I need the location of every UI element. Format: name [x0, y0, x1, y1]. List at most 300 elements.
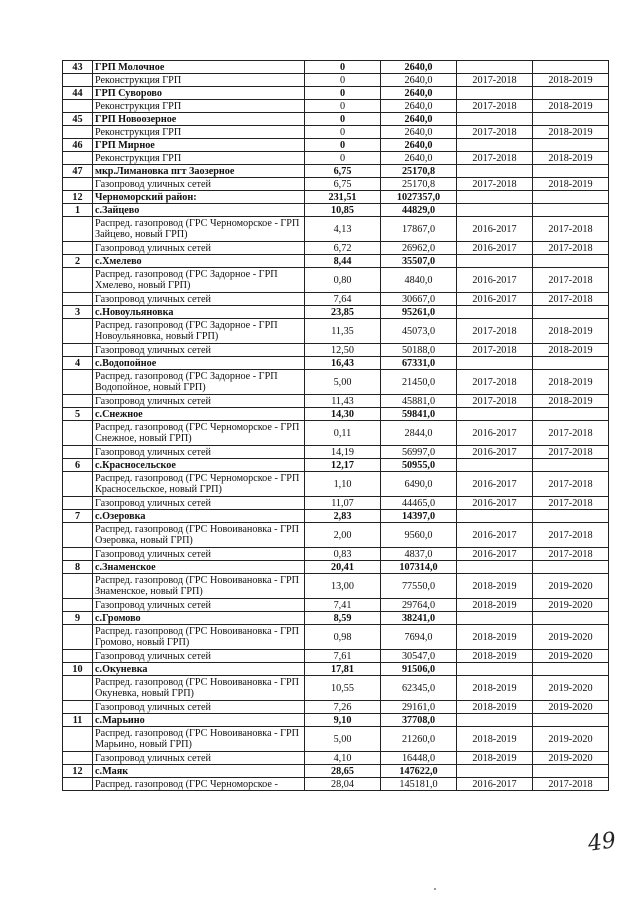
length-cell: 28,65 — [305, 765, 381, 778]
table-row — [63, 319, 609, 344]
period-start-cell: 2017-2018 — [457, 344, 533, 357]
length-cell: 0,98 — [305, 625, 381, 650]
cost-cell: 16448,0 — [381, 752, 457, 765]
name-cell: с.Марьино — [93, 714, 305, 727]
name-cell: Реконструкция ГРП — [93, 100, 305, 113]
table-row — [63, 472, 609, 497]
period-end-cell — [533, 113, 609, 126]
name-cell: Газопровод уличных сетей — [93, 497, 305, 510]
period-start-cell: 2016-2017 — [457, 497, 533, 510]
cost-cell: 45881,0 — [381, 395, 457, 408]
cost-cell: 4840,0 — [381, 268, 457, 293]
cost-cell: 30547,0 — [381, 650, 457, 663]
table-row — [63, 268, 609, 293]
length-cell: 8,44 — [305, 255, 381, 268]
period-start-cell — [457, 255, 533, 268]
cost-cell: 50955,0 — [381, 459, 457, 472]
name-cell: Распред. газопровод (ГРС Задорное - ГРП Хмелево, новый ГРП) — [93, 268, 305, 293]
period-end-cell: 2017-2018 — [533, 446, 609, 459]
cost-cell: 26962,0 — [381, 242, 457, 255]
period-end-cell: 2017-2018 — [533, 268, 609, 293]
row-number-cell — [63, 446, 93, 459]
cost-cell: 21260,0 — [381, 727, 457, 752]
cost-cell: 44465,0 — [381, 497, 457, 510]
period-start-cell — [457, 612, 533, 625]
cost-cell: 7694,0 — [381, 625, 457, 650]
row-number-cell: 5 — [63, 408, 93, 421]
row-number-cell: 3 — [63, 306, 93, 319]
name-cell: Распред. газопровод (ГРС Новоивановка - ГРП Марьино, новый ГРП) — [93, 727, 305, 752]
period-start-cell: 2017-2018 — [457, 152, 533, 165]
period-start-cell — [457, 459, 533, 472]
period-end-cell — [533, 714, 609, 727]
period-start-cell: 2017-2018 — [457, 395, 533, 408]
period-end-cell: 2017-2018 — [533, 523, 609, 548]
period-start-cell — [457, 408, 533, 421]
period-end-cell — [533, 165, 609, 178]
period-start-cell: 2016-2017 — [457, 293, 533, 306]
period-end-cell — [533, 663, 609, 676]
table-row-group — [63, 357, 609, 370]
name-cell: Распред. газопровод (ГРС Черноморское - ГРП Красносельское, новый ГРП) — [93, 472, 305, 497]
period-start-cell: 2018-2019 — [457, 727, 533, 752]
length-cell: 2,83 — [305, 510, 381, 523]
row-number-cell — [63, 217, 93, 242]
cost-cell: 17867,0 — [381, 217, 457, 242]
row-number-cell: 4 — [63, 357, 93, 370]
period-start-cell — [457, 87, 533, 100]
row-number-cell: 9 — [63, 612, 93, 625]
period-end-cell — [533, 561, 609, 574]
period-end-cell: 2017-2018 — [533, 497, 609, 510]
length-cell: 6,75 — [305, 178, 381, 191]
cost-cell: 25170,8 — [381, 165, 457, 178]
length-cell: 4,13 — [305, 217, 381, 242]
period-end-cell: 2019-2020 — [533, 650, 609, 663]
table-row — [63, 676, 609, 701]
period-end-cell — [533, 459, 609, 472]
period-start-cell: 2018-2019 — [457, 650, 533, 663]
cost-cell: 56997,0 — [381, 446, 457, 459]
length-cell: 14,19 — [305, 446, 381, 459]
period-end-cell: 2019-2020 — [533, 625, 609, 650]
period-start-cell: 2018-2019 — [457, 574, 533, 599]
row-number-cell: 10 — [63, 663, 93, 676]
name-cell: Газопровод уличных сетей — [93, 344, 305, 357]
cost-cell: 30667,0 — [381, 293, 457, 306]
table-row-group — [63, 612, 609, 625]
period-end-cell: 2017-2018 — [533, 217, 609, 242]
row-number-cell — [63, 242, 93, 255]
cost-cell: 38241,0 — [381, 612, 457, 625]
name-cell: Распред. газопровод (ГРС Новоивановка - ГРП Окуневка, новый ГРП) — [93, 676, 305, 701]
period-end-cell: 2019-2020 — [533, 727, 609, 752]
name-cell: Распред. газопровод (ГРС Задорное - ГРП Водопойное, новый ГРП) — [93, 370, 305, 395]
row-number-cell — [63, 574, 93, 599]
row-number-cell: 6 — [63, 459, 93, 472]
row-number-cell — [63, 178, 93, 191]
period-start-cell — [457, 191, 533, 204]
table-row — [63, 446, 609, 459]
length-cell: 0,11 — [305, 421, 381, 446]
length-cell: 7,26 — [305, 701, 381, 714]
name-cell: Газопровод уличных сетей — [93, 701, 305, 714]
length-cell: 6,75 — [305, 165, 381, 178]
cost-cell: 77550,0 — [381, 574, 457, 599]
cost-cell: 45073,0 — [381, 319, 457, 344]
row-number-cell — [63, 650, 93, 663]
table-row-group — [63, 87, 609, 100]
cost-cell: 91506,0 — [381, 663, 457, 676]
period-end-cell — [533, 765, 609, 778]
name-cell: с.Маяк — [93, 765, 305, 778]
row-number-cell — [63, 752, 93, 765]
length-cell: 16,43 — [305, 357, 381, 370]
row-number-cell: 44 — [63, 87, 93, 100]
table-row-group — [63, 139, 609, 152]
name-cell: с.Новоульяновка — [93, 306, 305, 319]
length-cell: 10,55 — [305, 676, 381, 701]
period-end-cell: 2019-2020 — [533, 752, 609, 765]
row-number-cell: 47 — [63, 165, 93, 178]
length-cell: 13,00 — [305, 574, 381, 599]
period-start-cell: 2017-2018 — [457, 126, 533, 139]
period-end-cell — [533, 612, 609, 625]
period-start-cell: 2017-2018 — [457, 74, 533, 87]
period-start-cell — [457, 61, 533, 74]
name-cell: Распред. газопровод (ГРС Новоивановка - ГРП Озеровка, новый ГРП) — [93, 523, 305, 548]
length-cell: 11,43 — [305, 395, 381, 408]
period-end-cell — [533, 204, 609, 217]
row-number-cell — [63, 778, 93, 791]
period-start-cell: 2016-2017 — [457, 446, 533, 459]
row-number-cell: 8 — [63, 561, 93, 574]
cost-cell: 2640,0 — [381, 113, 457, 126]
period-end-cell: 2018-2019 — [533, 152, 609, 165]
length-cell: 10,85 — [305, 204, 381, 217]
length-cell: 0 — [305, 139, 381, 152]
period-end-cell: 2018-2019 — [533, 319, 609, 344]
period-start-cell: 2016-2017 — [457, 217, 533, 242]
row-number-cell: 2 — [63, 255, 93, 268]
period-end-cell — [533, 510, 609, 523]
name-cell: Реконструкция ГРП — [93, 74, 305, 87]
name-cell: с.Окуневка — [93, 663, 305, 676]
table-row — [63, 548, 609, 561]
period-start-cell: 2018-2019 — [457, 676, 533, 701]
table-row-group — [63, 306, 609, 319]
row-number-cell — [63, 497, 93, 510]
cost-cell: 147622,0 — [381, 765, 457, 778]
row-number-cell — [63, 152, 93, 165]
period-end-cell: 2018-2019 — [533, 370, 609, 395]
page-number: 49 — [586, 828, 618, 857]
period-start-cell: 2016-2017 — [457, 421, 533, 446]
length-cell: 7,61 — [305, 650, 381, 663]
cost-cell: 29764,0 — [381, 599, 457, 612]
period-end-cell: 2018-2019 — [533, 178, 609, 191]
row-number-cell — [63, 727, 93, 752]
period-start-cell — [457, 510, 533, 523]
period-start-cell: 2016-2017 — [457, 778, 533, 791]
cost-cell: 2640,0 — [381, 100, 457, 113]
table-row — [63, 625, 609, 650]
name-cell: с.Хмелево — [93, 255, 305, 268]
table-row — [63, 778, 609, 791]
table-row — [63, 395, 609, 408]
length-cell: 9,10 — [305, 714, 381, 727]
table-row-group — [63, 113, 609, 126]
length-cell: 12,50 — [305, 344, 381, 357]
length-cell: 0 — [305, 61, 381, 74]
length-cell: 0 — [305, 113, 381, 126]
period-start-cell: 2018-2019 — [457, 599, 533, 612]
name-cell: Распред. газопровод (ГРС Черноморское - ГРП Снежное, новый ГРП) — [93, 421, 305, 446]
length-cell: 23,85 — [305, 306, 381, 319]
length-cell: 1,10 — [305, 472, 381, 497]
table-row — [63, 370, 609, 395]
row-number-cell — [63, 319, 93, 344]
cost-cell: 67331,0 — [381, 357, 457, 370]
length-cell: 0 — [305, 74, 381, 87]
period-start-cell: 2017-2018 — [457, 100, 533, 113]
table-row — [63, 727, 609, 752]
length-cell: 12,17 — [305, 459, 381, 472]
period-start-cell: 2017-2018 — [457, 370, 533, 395]
period-start-cell — [457, 765, 533, 778]
period-end-cell: 2018-2019 — [533, 74, 609, 87]
name-cell: Газопровод уличных сетей — [93, 395, 305, 408]
row-number-cell — [63, 268, 93, 293]
period-end-cell: 2018-2019 — [533, 126, 609, 139]
table-row-group — [63, 459, 609, 472]
cost-cell: 1027357,0 — [381, 191, 457, 204]
cost-cell: 44829,0 — [381, 204, 457, 217]
name-cell: с.Водопойное — [93, 357, 305, 370]
cost-cell: 21450,0 — [381, 370, 457, 395]
table-row-group — [63, 61, 609, 74]
row-number-cell — [63, 370, 93, 395]
cost-cell: 37708,0 — [381, 714, 457, 727]
table-row-group — [63, 510, 609, 523]
period-end-cell: 2017-2018 — [533, 778, 609, 791]
table-row — [63, 242, 609, 255]
period-start-cell — [457, 139, 533, 152]
name-cell: Газопровод уличных сетей — [93, 178, 305, 191]
period-end-cell: 2019-2020 — [533, 599, 609, 612]
period-start-cell: 2018-2019 — [457, 752, 533, 765]
period-end-cell: 2019-2020 — [533, 676, 609, 701]
period-start-cell — [457, 165, 533, 178]
period-end-cell: 2017-2018 — [533, 242, 609, 255]
name-cell: Распред. газопровод (ГРС Новоивановка - ГРП Громово, новый ГРП) — [93, 625, 305, 650]
name-cell: ГРП Мирное — [93, 139, 305, 152]
row-number-cell — [63, 472, 93, 497]
length-cell: 5,00 — [305, 727, 381, 752]
period-end-cell — [533, 87, 609, 100]
cost-cell: 2640,0 — [381, 126, 457, 139]
row-number-cell — [63, 548, 93, 561]
cost-cell: 59841,0 — [381, 408, 457, 421]
cost-cell: 4837,0 — [381, 548, 457, 561]
name-cell: Газопровод уличных сетей — [93, 293, 305, 306]
name-cell: Газопровод уличных сетей — [93, 599, 305, 612]
table-body — [63, 61, 609, 791]
cost-cell: 2640,0 — [381, 87, 457, 100]
length-cell: 7,64 — [305, 293, 381, 306]
length-cell: 231,51 — [305, 191, 381, 204]
period-start-cell: 2016-2017 — [457, 548, 533, 561]
table-row — [63, 100, 609, 113]
cost-cell: 2640,0 — [381, 139, 457, 152]
name-cell: Газопровод уличных сетей — [93, 446, 305, 459]
table-row-group — [63, 191, 609, 204]
table-row — [63, 421, 609, 446]
table-row-group — [63, 255, 609, 268]
period-start-cell — [457, 204, 533, 217]
table-row — [63, 574, 609, 599]
name-cell: Черноморский район: — [93, 191, 305, 204]
table-row — [63, 178, 609, 191]
table-row — [63, 217, 609, 242]
row-number-cell: 43 — [63, 61, 93, 74]
period-start-cell: 2016-2017 — [457, 523, 533, 548]
period-start-cell: 2016-2017 — [457, 472, 533, 497]
row-number-cell: 11 — [63, 714, 93, 727]
period-end-cell — [533, 61, 609, 74]
row-number-cell — [63, 100, 93, 113]
period-end-cell: 2019-2020 — [533, 701, 609, 714]
length-cell: 4,10 — [305, 752, 381, 765]
table-row — [63, 523, 609, 548]
period-end-cell — [533, 408, 609, 421]
table-row-group — [63, 204, 609, 217]
period-end-cell: 2018-2019 — [533, 344, 609, 357]
period-start-cell — [457, 714, 533, 727]
name-cell: с.Знаменское — [93, 561, 305, 574]
table-row — [63, 152, 609, 165]
table-row — [63, 599, 609, 612]
period-end-cell — [533, 191, 609, 204]
period-end-cell: 2017-2018 — [533, 548, 609, 561]
row-number-cell — [63, 344, 93, 357]
row-number-cell: 45 — [63, 113, 93, 126]
name-cell: с.Снежное — [93, 408, 305, 421]
length-cell: 20,41 — [305, 561, 381, 574]
cost-cell: 2640,0 — [381, 152, 457, 165]
row-number-cell — [63, 625, 93, 650]
name-cell: Распред. газопровод (ГРС Черноморское - — [93, 778, 305, 791]
name-cell: Реконструкция ГРП — [93, 152, 305, 165]
cost-cell: 6490,0 — [381, 472, 457, 497]
name-cell: ГРП Новоозерное — [93, 113, 305, 126]
row-number-cell: 1 — [63, 204, 93, 217]
period-end-cell — [533, 255, 609, 268]
row-number-cell — [63, 701, 93, 714]
table-row-group — [63, 165, 609, 178]
name-cell: Распред. газопровод (ГРС Новоивановка - ГРП Знаменское, новый ГРП) — [93, 574, 305, 599]
length-cell: 17,81 — [305, 663, 381, 676]
name-cell: Газопровод уличных сетей — [93, 752, 305, 765]
length-cell: 0 — [305, 87, 381, 100]
cost-cell: 145181,0 — [381, 778, 457, 791]
cost-cell: 25170,8 — [381, 178, 457, 191]
length-cell: 11,07 — [305, 497, 381, 510]
length-cell: 5,00 — [305, 370, 381, 395]
name-cell: с.Красносельское — [93, 459, 305, 472]
cost-cell: 14397,0 — [381, 510, 457, 523]
length-cell: 8,59 — [305, 612, 381, 625]
period-start-cell — [457, 113, 533, 126]
length-cell: 28,04 — [305, 778, 381, 791]
table-row-group — [63, 714, 609, 727]
row-number-cell — [63, 676, 93, 701]
name-cell: с.Озеровка — [93, 510, 305, 523]
cost-cell: 2844,0 — [381, 421, 457, 446]
period-end-cell — [533, 357, 609, 370]
period-start-cell: 2017-2018 — [457, 319, 533, 344]
length-cell: 2,00 — [305, 523, 381, 548]
period-start-cell: 2016-2017 — [457, 268, 533, 293]
cost-cell: 2640,0 — [381, 61, 457, 74]
row-number-cell: 12 — [63, 765, 93, 778]
name-cell: мкр.Лимановка пгт Заозерное — [93, 165, 305, 178]
name-cell: Газопровод уличных сетей — [93, 242, 305, 255]
length-cell: 6,72 — [305, 242, 381, 255]
period-end-cell: 2019-2020 — [533, 574, 609, 599]
length-cell: 0 — [305, 126, 381, 139]
length-cell: 0 — [305, 152, 381, 165]
period-end-cell: 2017-2018 — [533, 421, 609, 446]
period-start-cell — [457, 561, 533, 574]
row-number-cell — [63, 523, 93, 548]
length-cell: 0,83 — [305, 548, 381, 561]
gas-pipeline-table — [62, 60, 609, 791]
length-cell: 11,35 — [305, 319, 381, 344]
table-row-group — [63, 663, 609, 676]
name-cell: ГРП Молочное — [93, 61, 305, 74]
period-start-cell — [457, 306, 533, 319]
period-start-cell: 2017-2018 — [457, 178, 533, 191]
row-number-cell — [63, 599, 93, 612]
table-row — [63, 293, 609, 306]
name-cell: Распред. газопровод (ГРС Черноморское - ГРП Зайцево, новый ГРП) — [93, 217, 305, 242]
cost-cell: 2640,0 — [381, 74, 457, 87]
cost-cell: 107314,0 — [381, 561, 457, 574]
period-start-cell: 2018-2019 — [457, 701, 533, 714]
row-number-cell — [63, 293, 93, 306]
period-start-cell: 2016-2017 — [457, 242, 533, 255]
row-number-cell: 7 — [63, 510, 93, 523]
table-row — [63, 497, 609, 510]
period-end-cell: 2017-2018 — [533, 472, 609, 497]
name-cell: с.Зайцево — [93, 204, 305, 217]
cost-cell: 95261,0 — [381, 306, 457, 319]
row-number-cell: 12 — [63, 191, 93, 204]
period-start-cell — [457, 663, 533, 676]
table-row — [63, 74, 609, 87]
cost-cell: 50188,0 — [381, 344, 457, 357]
row-number-cell — [63, 126, 93, 139]
row-number-cell: 46 — [63, 139, 93, 152]
cost-cell: 35507,0 — [381, 255, 457, 268]
cost-cell: 29161,0 — [381, 701, 457, 714]
period-end-cell — [533, 139, 609, 152]
name-cell: Реконструкция ГРП — [93, 126, 305, 139]
row-number-cell — [63, 395, 93, 408]
row-number-cell — [63, 74, 93, 87]
period-end-cell: 2018-2019 — [533, 395, 609, 408]
